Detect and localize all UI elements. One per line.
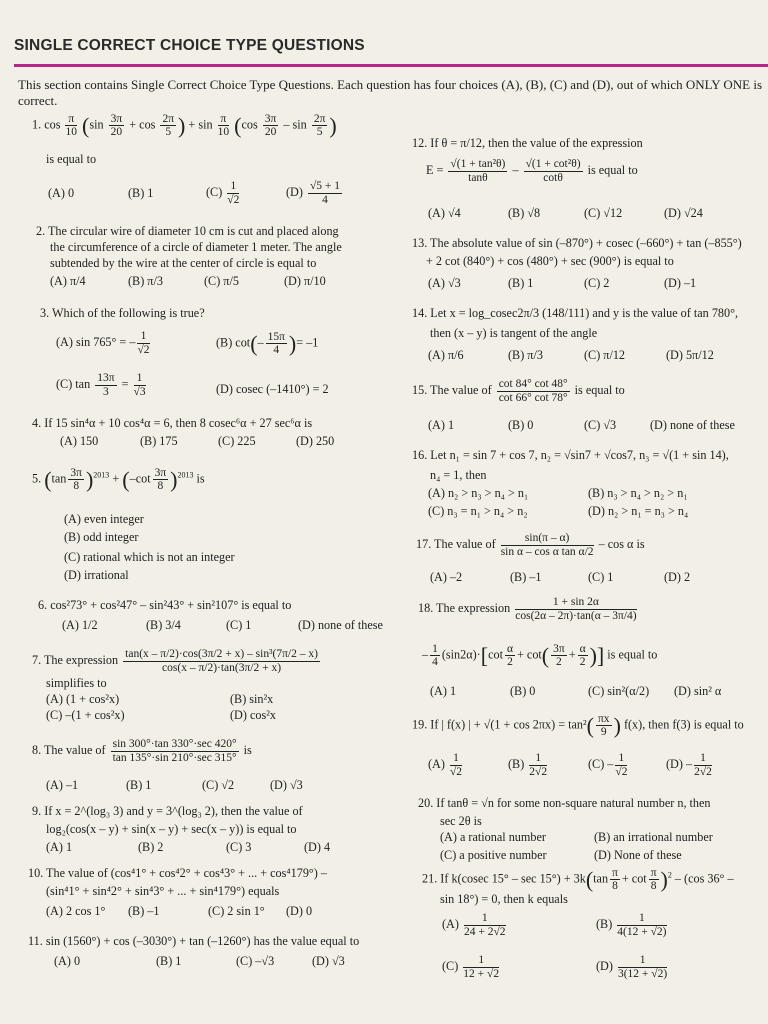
q18-option-c: (C) sin²(α/2) xyxy=(588,684,650,698)
q21-option-a: (A) $\frac{1}{24 + 2√2}$ xyxy=(442,912,506,938)
q17-option-a: (A) –2 xyxy=(430,570,463,584)
q10-line-2: (sin⁴1° + sin⁴2° + sin⁴3° + ... + sin⁴179°) equals xyxy=(46,884,280,898)
q2-option-a: (A) π/4 xyxy=(50,274,86,288)
q2-line-3: subtended by the wire at the center of circle is equal to xyxy=(50,256,317,270)
q13-option-d: (D) –1 xyxy=(664,276,697,290)
q15-option-a: (A) 1 xyxy=(428,418,455,432)
q21-line-2: sin 18°) = 0, then k equals xyxy=(440,892,568,906)
q6-line-1: 6. cos²73° + cos²47° – sin²43° + sin²107° is equal to xyxy=(38,598,292,612)
q15-option-c: (C) √3 xyxy=(584,418,617,432)
heading-rule xyxy=(14,64,768,67)
question-18: 18. The expression $\frac{1 + \sin 2\alpha}{\cos(2\alpha - 2\pi)\cdot\tan(\alpha - 3\pi/4)}$ xyxy=(418,596,637,622)
q2-line-1: 2. The circular wire of diameter 10 cm is cut and placed along xyxy=(36,224,339,238)
q12-option-b: (B) √8 xyxy=(508,206,541,220)
q9-line-1: 9. If x = 2^(log₃ 3) and y = 3^(log₃ 2), then the value of xyxy=(32,804,303,818)
q12-expression: E = $\frac{\text{√(1 + tan²θ)}}{\tan\theta}$ – $\frac{\text{√(1 + cot²θ)}}{\cot\theta}$ is equal to xyxy=(426,158,638,184)
q12-option-d: (D) √24 xyxy=(664,206,703,220)
q11-option-a: (A) 0 xyxy=(54,954,81,968)
q11-line-1: 11. sin (1560°) + cos (–3030°) + tan (–1260°) has the value equal to xyxy=(28,934,360,948)
q12-option-c: (C) √12 xyxy=(584,206,623,220)
q5-option-c: (C) rational which is not an integer xyxy=(64,550,235,564)
q2-option-d: (D) π/10 xyxy=(284,274,326,288)
q14-option-b: (B) π/3 xyxy=(508,348,543,362)
q1-option-d: (D) $\frac{√5 + 1}{4}$ xyxy=(286,180,341,206)
q7-option-a: (A) (1 + cos²x) xyxy=(46,692,120,706)
question-8: 8. The value of $\frac{\sin 300^\circ\cdot\tan 330^\circ\cdot\sec 420^\circ}{\tan 135^\circ\cdot\sin 210^\circ\cdot\sec 315^\circ}$ is xyxy=(32,738,252,764)
q14-option-c: (C) π/12 xyxy=(584,348,626,362)
q15-option-d: (D) none of these xyxy=(650,418,735,432)
q13-line-2: + 2 cot (840°) + cos (480°) + sec (900°) is equal to xyxy=(426,254,674,268)
q14-option-d: (D) 5π/12 xyxy=(666,348,714,362)
q11-option-c: (C) –√3 xyxy=(236,954,275,968)
q8-option-a: (A) –1 xyxy=(46,778,79,792)
q3-option-d: (D) cosec (–1410°) = 2 xyxy=(216,382,329,396)
q3-option-b: (B) cot(– $\frac{15\pi}{4}$ )= –1 xyxy=(216,330,319,357)
q9-option-c: (C) 3 xyxy=(226,840,252,854)
q20-option-c: (C) a positive number xyxy=(440,848,547,862)
q10-option-a: (A) 2 cos 1° xyxy=(46,904,106,918)
q8-option-d: (D) √3 xyxy=(270,778,303,792)
q16-option-b: (B) n₃ > n₄ > n₂ > n₁ xyxy=(588,486,688,500)
q10-option-b: (B) –1 xyxy=(128,904,160,918)
q16-option-c: (C) n₃ = n₁ > n₄ > n₂ xyxy=(428,504,528,518)
q7-option-b: (B) sin²x xyxy=(230,692,274,706)
q15-option-b: (B) 0 xyxy=(508,418,534,432)
q18-option-d: (D) sin² α xyxy=(674,684,722,698)
q19-option-d: (D) – $\frac{1}{2√2}$ xyxy=(666,752,712,778)
q13-option-a: (A) √3 xyxy=(428,276,461,290)
question-7: 7. The expression $\frac{\text{tan(x – π/2)·cos(3π/2 + x) – sin³(7π/2 – x)}}{\cos(x - \pi/2)\cdot\tan(3\pi/2 + x)}$ xyxy=(32,648,318,674)
q1-option-c: (C) $\frac{1}{√2}$ xyxy=(206,180,240,206)
q8-option-b: (B) 1 xyxy=(126,778,152,792)
q1-tail: is equal to xyxy=(46,152,97,166)
intro-text: This section contains Single Correct Choice Type Questions. Each question has four choices (A), (B), (C) and (D), out of which ONLY ONE is correct. xyxy=(18,77,763,108)
q21-option-b: (B) $\frac{1}{4(12 + √2)}$ xyxy=(596,912,667,938)
q4-option-d: (D) 250 xyxy=(296,434,335,448)
q9-option-a: (A) 1 xyxy=(46,840,73,854)
q7-option-c: (C) –(1 + cos²x) xyxy=(46,708,125,722)
q19-option-b: (B) $\frac{1}{2√2}$ xyxy=(508,752,548,778)
question-5: 5. (tan $\frac{3\pi}{8}$ )$^{2013}$ + (–cot $\frac{3\pi}{8}$ )$^{2013}$ is xyxy=(32,466,205,493)
q18-option-b: (B) 0 xyxy=(510,684,536,698)
q10-option-d: (D) 0 xyxy=(286,904,313,918)
q13-option-c: (C) 2 xyxy=(584,276,610,290)
q14-line-2: then (x – y) is tangent of the angle xyxy=(430,326,598,340)
q2-option-b: (B) π/3 xyxy=(128,274,163,288)
q14-option-a: (A) π/6 xyxy=(428,348,464,362)
q16-line-1: 16. Let n₁ = sin 7 + cos 7, n₂ = √sin7 + √cos7, n₃ = √(1 + sin 14), xyxy=(412,448,729,462)
q20-line-1: 20. If tanθ = √n for some non-square natural number n, then xyxy=(418,796,711,810)
q3-line-1: 3. Which of the following is true? xyxy=(40,306,205,320)
q9-option-b: (B) 2 xyxy=(138,840,164,854)
q13-line-1: 13. The absolute value of sin (–870°) + cosec (–660°) + tan (–855°) xyxy=(412,236,742,250)
q17-option-b: (B) –1 xyxy=(510,570,542,584)
q6-option-c: (C) 1 xyxy=(226,618,252,632)
q11-option-b: (B) 1 xyxy=(156,954,182,968)
question-1: 1. cos $\frac{\pi}{10}$ (sin $\frac{3\pi}{20}$ + cos $\frac{2\pi}{5}$ ) + sin $\frac{\pi}{10}$ (cos $\frac{3\pi}{20}$ – sin $\frac{2\pi}{5}$ ) xyxy=(32,112,337,139)
q5-option-d: (D) irrational xyxy=(64,568,129,582)
q12-line-1: 12. If θ = π/12, then the value of the expression xyxy=(412,136,643,150)
q21-option-c: (C) $\frac{1}{12 + √2}$ xyxy=(442,954,500,980)
q20-option-d: (D) None of these xyxy=(594,848,682,862)
section-heading: SINGLE CORRECT CHOICE TYPE QUESTIONS xyxy=(14,37,365,54)
q6-option-a: (A) 1/2 xyxy=(62,618,98,632)
q9-line-2: log₂(cos(x – y) + sin(x – y) + sec(x – y)) is equal to xyxy=(46,822,297,836)
question-19: 19. If | f(x) | + √(1 + cos 2πx) = tan²( $\frac{\pi x}{9}$ ) f(x), then f(3) is equal to xyxy=(412,712,744,739)
q2-line-2: the circumference of a circle of diameter 1 meter. The angle xyxy=(50,240,342,254)
q19-option-c: (C) – $\frac{1}{√2}$ xyxy=(588,752,628,778)
q4-line-1: 4. If 15 sin⁴α + 10 cos⁴α = 6, then 8 cosec⁶α + 27 sec⁶α is xyxy=(32,416,313,430)
q13-option-b: (B) 1 xyxy=(508,276,534,290)
q12-option-a: (A) √4 xyxy=(428,206,461,220)
q20-option-b: (B) an irrational number xyxy=(594,830,713,844)
q7-option-d: (D) cos²x xyxy=(230,708,276,722)
question-15: 15. The value of $\frac{\cot 84^\circ \cot 48^\circ}{\cot 66^\circ \cot 78^\circ}$ is equal to xyxy=(412,378,625,404)
q10-option-c: (C) 2 sin 1° xyxy=(208,904,265,918)
question-21: 21. If k(cosec 15° – sec 15°) + 3k(tan $\frac{\pi}{8}$ + cot $\frac{\pi}{8}$ )$^2$ – (cos 36° – xyxy=(422,866,734,893)
q11-option-d: (D) √3 xyxy=(312,954,345,968)
q14-line-1: 14. Let x = log_cosec2π/3 (148/111) and y is the value of tan 780°, xyxy=(412,306,739,320)
q18-option-a: (A) 1 xyxy=(430,684,457,698)
q8-option-c: (C) √2 xyxy=(202,778,235,792)
q17-option-d: (D) 2 xyxy=(664,570,691,584)
q2-option-c: (C) π/5 xyxy=(204,274,239,288)
q16-option-a: (A) n₂ > n₃ > n₄ > n₁ xyxy=(428,486,529,500)
q17-option-c: (C) 1 xyxy=(588,570,614,584)
q20-line-2: sec 2θ is xyxy=(440,814,482,828)
q6-option-b: (B) 3/4 xyxy=(146,618,181,632)
q4-option-b: (B) 175 xyxy=(140,434,178,448)
q7-line-2: simplifies to xyxy=(46,676,107,690)
q1-option-a: (A) 0 xyxy=(48,186,75,200)
q1-option-b: (B) 1 xyxy=(128,186,154,200)
question-17: 17. The value of $\frac{\sin(\pi - \alpha)}{\text{sin α – cos α tan α/2}}$ – cos α is xyxy=(416,532,645,558)
q20-option-a: (A) a rational number xyxy=(440,830,546,844)
q4-option-c: (C) 225 xyxy=(218,434,256,448)
q3-option-c: (C) tan $\frac{13\pi}{3}$ = $\frac{1}{√3}$ xyxy=(56,372,146,398)
q9-option-d: (D) 4 xyxy=(304,840,331,854)
q3-option-a: (A) sin 765° = – $\frac{1}{√2}$ xyxy=(56,330,150,356)
q4-option-a: (A) 150 xyxy=(60,434,99,448)
q19-option-a: (A) $\frac{1}{√2}$ xyxy=(428,752,463,778)
q18-expression: – $\frac{1}{4}$ (sin2α)·[cot $\frac{\alpha}{2}$ + cot( $\frac{3\pi}{2}$ + $\frac{\alpha}{2}$ )] is equal to xyxy=(422,642,658,669)
q16-option-d: (D) n₂ > n₁ = n₃ > n₄ xyxy=(588,504,689,518)
q16-line-2: n₄ = 1, then xyxy=(430,468,487,482)
q6-option-d: (D) none of these xyxy=(298,618,383,632)
q5-option-a: (A) even integer xyxy=(64,512,144,526)
q5-option-b: (B) odd integer xyxy=(64,530,139,544)
q10-line-1: 10. The value of (cos⁴1° + cos⁴2° + cos⁴3° + ... + cos⁴179°) – xyxy=(28,866,327,880)
q21-option-d: (D) $\frac{1}{3(12 + √2)}$ xyxy=(596,954,668,980)
